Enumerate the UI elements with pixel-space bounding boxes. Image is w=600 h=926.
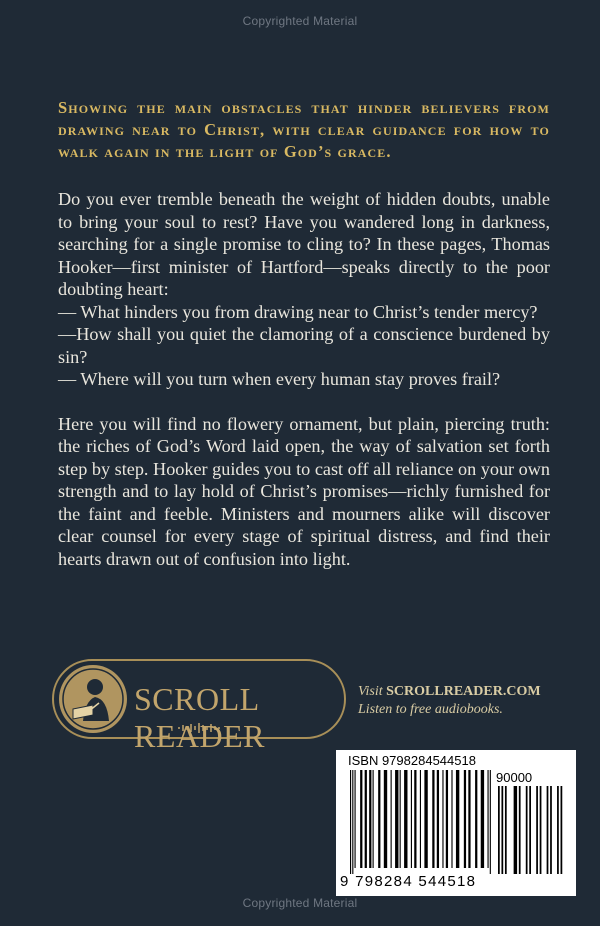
intro-paragraph: Do you ever tremble beneath the weight of hidden doubts, unable to bring your soul to rest? Have you wandered long in darkness, searching for a single promise to cling to? In these pages, Thomas Hooker—first minister of Hartford—speaks directly to the poor doubting heart:	[58, 189, 550, 299]
question-2: —How shall you quiet the clamoring of a conscience burdened by sin?	[58, 324, 550, 367]
barcode-bar	[451, 770, 452, 868]
barcode-bar	[561, 786, 563, 874]
barcode-bar	[529, 786, 531, 874]
barcode-bar	[475, 770, 477, 868]
paragraph-gap	[58, 391, 550, 413]
publisher-visit-text	[358, 683, 541, 719]
barcode-bar	[350, 770, 351, 874]
question-3: — Where will you turn when every human stay proves frail?	[58, 369, 501, 389]
price-code: 90000	[496, 770, 533, 785]
barcode-bar	[557, 786, 559, 874]
barcode-bar	[481, 770, 484, 868]
ean-digits: 9 798284 544518	[340, 873, 477, 890]
barcode-bar	[519, 786, 521, 874]
barcode-bar	[395, 770, 398, 868]
barcode-bar	[468, 770, 470, 868]
barcode-bar	[373, 770, 374, 868]
addon-barcode	[498, 786, 564, 874]
publisher-tagline: Listen to free audiobooks.	[358, 702, 503, 717]
publisher-block	[52, 659, 552, 754]
barcode-bar	[432, 770, 434, 868]
barcode-bar	[400, 770, 401, 868]
visit-prefix: Visit	[358, 684, 387, 699]
description-body	[58, 188, 550, 570]
barcode-bar	[411, 770, 412, 868]
barcode-bar	[456, 770, 459, 868]
publisher-logo	[52, 659, 346, 754]
barcode-bar	[550, 786, 552, 874]
barcode-bar	[498, 786, 500, 874]
barcode-bar	[355, 770, 356, 868]
barcode-bar	[446, 770, 448, 868]
copyright-watermark-top: Copyrighted Material	[242, 14, 358, 28]
barcode-bar	[487, 770, 488, 868]
barcode-bar	[547, 786, 549, 874]
isbn-label: ISBN 9798284544518	[348, 753, 476, 768]
barcode-bar	[540, 786, 542, 874]
back-cover-headline: Showing the main obstacles that hinder believers from drawing near to Christ, with clear guidance for how to walk again in the light of God’s grace.	[58, 98, 550, 161]
publisher-url-link[interactable]: SCROLLREADER.COM	[386, 684, 541, 699]
barcode-bar	[514, 786, 517, 874]
question-1: — What hinders you from drawing near to Christ’s tender mercy?	[58, 301, 538, 322]
barcode-bar	[490, 770, 491, 874]
barcode-bar	[369, 770, 371, 868]
audio-wave-icon	[177, 723, 223, 733]
barcode-bar	[437, 770, 439, 868]
closing-paragraph: Here you will find no flowery ornament, but plain, piercing truth: the riches of God’s Word laid open, the way of salvation set forth step by step. Hooker guides you to cast off all reliance on your own strength and to lay hold of Christ’s promises—richly furnished for the faint and feeble. Ministers and mourners alike will discover clear counsel for every stage of spiritual distress, and find their hearts drawn out of confusion into light.	[58, 413, 550, 569]
barcode-bar	[420, 770, 421, 868]
barcode-bar	[404, 770, 407, 868]
barcode-bar	[360, 770, 362, 868]
barcode-bar	[384, 770, 387, 868]
barcode-bar	[464, 770, 466, 868]
scribe-emblem-icon	[59, 665, 127, 733]
barcode-bar	[526, 786, 528, 874]
barcode-bar	[365, 770, 367, 868]
copyright-watermark-bottom: Copyrighted Material	[242, 896, 358, 910]
barcode-bar	[536, 786, 538, 874]
ean-barcode	[350, 770, 492, 874]
barcode-bar	[442, 770, 443, 868]
barcode-bar	[414, 770, 416, 868]
barcode-bar	[501, 786, 503, 874]
barcode-bar	[505, 786, 507, 874]
barcode-panel	[336, 750, 576, 896]
publisher-logo-text: SCROLL READER	[134, 681, 265, 754]
barcode-bar	[352, 770, 353, 874]
barcode-bar	[391, 770, 392, 868]
barcode-bar	[424, 770, 427, 868]
barcode-bar	[378, 770, 380, 868]
